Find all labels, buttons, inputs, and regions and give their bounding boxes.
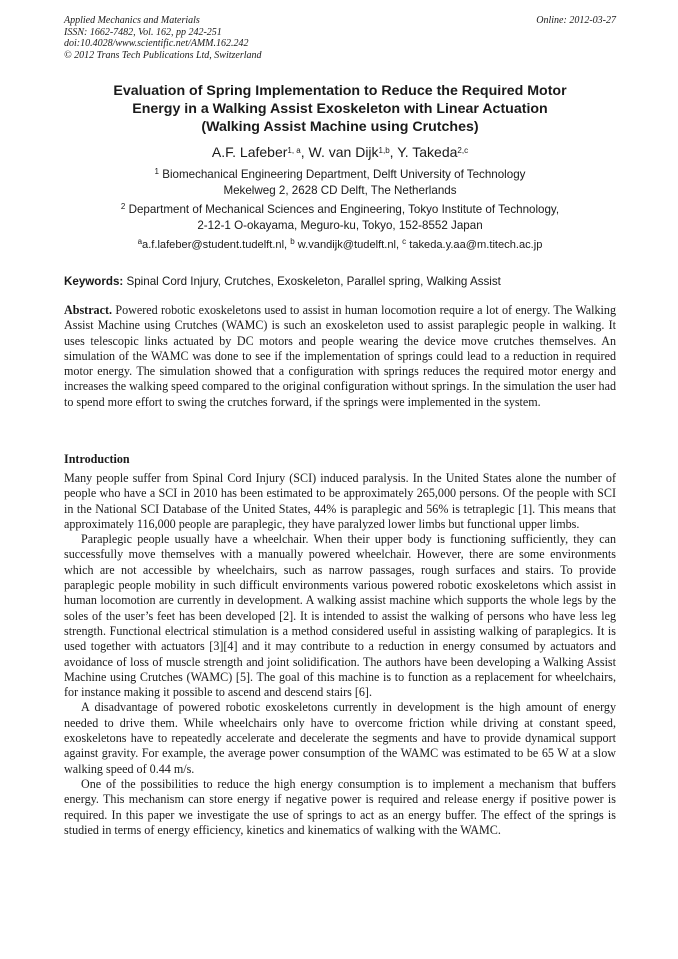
affiliation-1 [64, 167, 616, 199]
abstract [64, 303, 616, 410]
intro-paragraph-3: A disadvantage of powered robotic exoskeletons currently in development is the high amount of energy needed to drive them. While wheelchairs only have to overcome friction while driving at constant speed, exoskeletons have to repeatedly accelerate and decelerate the segments and have to provide dynamical support against gravity. For example, the average power consumption of the WAMC was estimated to be 65 W at a slow walking speed of 0.44 m/s. [64, 700, 616, 776]
doi-link[interactable]: doi:10.4028/www.scientific.net/AMM.162.242 [64, 38, 249, 49]
author-van-dijk: W. van Dijk [308, 144, 379, 160]
title-line-1: Evaluation of Spring Implementation to Reduce the Required Motor [113, 83, 567, 99]
email-lafeber[interactable]: a.f.lafeber@student.tudelft.nl, [142, 239, 291, 251]
title-line-3: (Walking Assist Machine using Crutches) [201, 119, 479, 135]
intro-paragraph-2: Paraplegic people usually have a wheelchair. When their upper body is functioning sufficiently, they can successfully move themselves with a manually powered wheelchair. However, there are some environments which are not accessible by wheelchairs, such as narrow passages, rough surfaces and stairs. To provide paraplegic people mobility in such difficult environments various powered robotic exoskeletons which assist in human locomotion are currently in development. A walking assist machine which supports the whole legs by the soles of the user’s feet has been developed [2]. It is intended to assist the walking of persons who have less leg strength. Functional electrical stimulation is a method considered useful in assisting walking of paraplegics. It is used together with actuators [3][4] and it may contribute to a reduction in energy consumed by actuators and avoidance of loss of muscle strength and joint solidification. The authors have been developing a Walking Assist Machine using Crutches (WAMC) [5]. The goal of this machine is to function as a replacement for wheelchairs, for instance making it possible to ascend and descend stairs [6]. [64, 532, 616, 700]
publication-header [64, 15, 616, 61]
section-heading-introduction: Introduction [64, 452, 130, 466]
email-c-marker: c [402, 237, 407, 246]
keywords-label: Keywords: [64, 275, 124, 288]
online-date: Online: 2012-03-27 [536, 15, 616, 26]
affiliation-1-line-2: Mekelweg 2, 2628 CD Delft, The Netherlands [223, 184, 457, 197]
intro-paragraph-1: Many people suffer from Spinal Cord Injury (SCI) induced paralysis. In the United States alone the number of people who have a SCI in 2010 has been estimated to be approximately 265,000 persons. Of the people with SCI in the National SCI Database of the United States, 44% is paraplegic and 56% is tetraplegic [1]. This means that approximately 116,000 people are paraplegic, they have paralyzed lower limbs but functional upper limbs. [64, 471, 616, 531]
email-b-marker: b [290, 237, 295, 246]
author-separator: , [300, 144, 309, 160]
keywords-text: Spinal Cord Injury, Crutches, Exoskeleton, Parallel spring, Walking Assist [123, 275, 501, 288]
email-van-dijk[interactable]: w.vandijk@tudelft.nl, [294, 239, 403, 251]
author-takeda-affil: 2,c [457, 146, 469, 155]
affiliation-2-line-1: Department of Mechanical Sciences and Engineering, Tokyo Institute of Technology, [125, 203, 560, 216]
issn-line: ISSN: 1662-7482, Vol. 162, pp 242-251 [64, 26, 222, 38]
email-a-marker: a [137, 237, 143, 246]
email-takeda[interactable]: takeda.y.aa@m.titech.ac.jp [406, 239, 543, 251]
author-lafeber: A.F. Lafeber [211, 144, 288, 160]
paper-title [64, 82, 616, 136]
affiliation-1-line-1: Biomechanical Engineering Department, Delft University of Technology [158, 168, 526, 181]
affiliation-2-line-2: 2-12-1 O-okayama, Meguro-ku, Tokyo, 152-8552 Japan [197, 219, 483, 232]
affiliation-1-number: 1 [154, 167, 159, 176]
journal-name: Applied Mechanics and Materials [64, 15, 200, 26]
intro-paragraph-4: One of the possibilities to reduce the high energy consumption is to implement a mechanism that buffers energy. This mechanism can store energy if negative power is required and release energy if positive power is required. In this paper we investigate the use of springs to act as an energy buffer. The effect of the springs is studied in terms of energy efficiency, kinetics and kinematics of walking with the WAMC. [64, 776, 616, 837]
author-emails [64, 238, 616, 252]
introduction-body [64, 471, 616, 838]
keywords [64, 274, 616, 289]
author-takeda: Y. Takeda [397, 144, 458, 160]
author-separator: , [389, 144, 398, 160]
title-line-2: Energy in a Walking Assist Exoskeleton with Linear Actuation [132, 101, 548, 117]
abstract-text: Powered robotic exoskeletons used to assist in human locomotion require a lot of energy. The Walking Assist Machine using Crutches (WAMC) is such an exoskeleton used to assist paraplegic people in walking. It uses telescopic links actuated by DC motors and people wearing the device move crutches themselves. An simulation of the WAMC was done to see if the implementation of springs could lead to a reduction in required motor energy. The simulation showed that a configuration with springs reduces the required motor energy and increases the walking speed compared to the original configuration without springs. In the simulation the user had to spend more effort to swing the crutches forward, if the springs were implemented in the system. [64, 303, 616, 409]
affiliation-2-number: 2 [120, 202, 126, 211]
author-list [64, 143, 616, 161]
author-lafeber-affil: 1, a [287, 146, 301, 155]
copyright-line: © 2012 Trans Tech Publications Ltd, Switzerland [64, 49, 262, 61]
author-van-dijk-affil: 1,b [378, 146, 390, 155]
affiliation-2 [64, 202, 616, 234]
abstract-label: Abstract. [64, 303, 113, 317]
